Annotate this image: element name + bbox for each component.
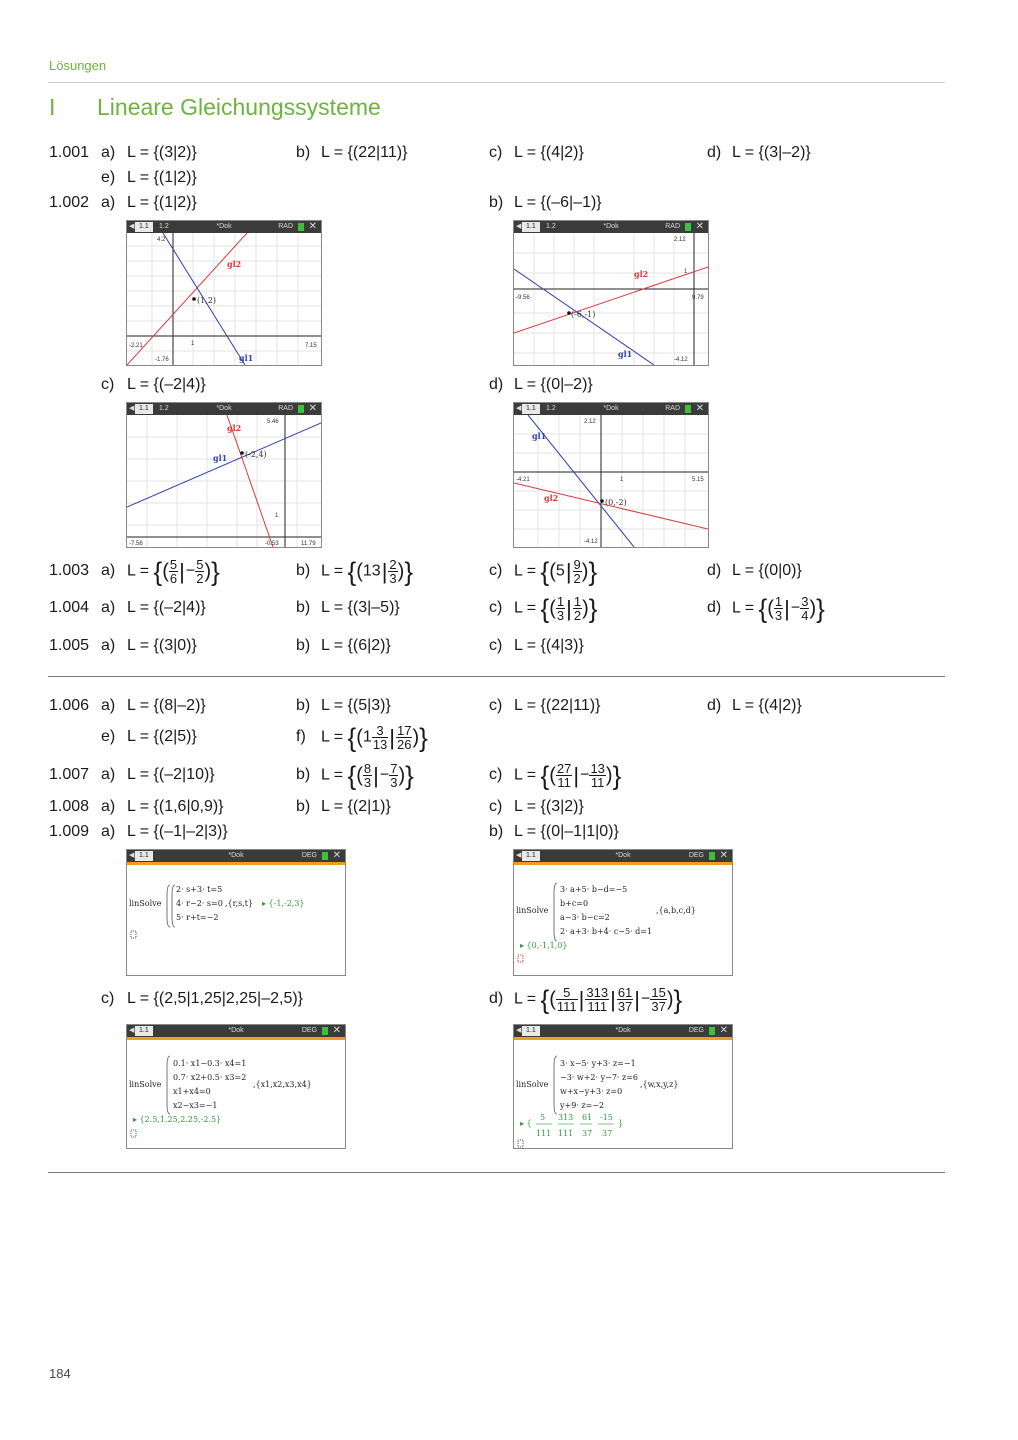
- label-b: b): [296, 637, 311, 654]
- close-icon: ✕: [308, 403, 317, 414]
- label-e: e): [101, 169, 116, 186]
- svg-text:-7.56: -7.56: [129, 541, 143, 547]
- close-icon: ✕: [695, 403, 704, 414]
- label-d: d): [707, 599, 722, 616]
- svg-text:37: 37: [602, 1129, 613, 1138]
- answer: L = {( $\frac{1}{3}$ |− $\frac{3}{4}$ )}: [732, 593, 825, 624]
- svg-text:,{x1,x2,x3,x4}: ,{x1,x2,x3,x4}: [253, 1080, 312, 1089]
- solve-screen-d: [513, 1024, 733, 1149]
- svg-text:1: 1: [684, 269, 688, 275]
- solve-screen-a: [126, 849, 346, 976]
- chapter-number: I: [49, 94, 56, 120]
- label-b: b): [296, 766, 311, 783]
- answer: L = {( $\frac{1}{3}$ | $\frac{1}{2}$ )}: [514, 593, 598, 624]
- status-bar: ◀ 1.1 *Dok DEG ✕: [514, 850, 732, 862]
- graph-plot: [127, 233, 321, 365]
- task-number: 1.007: [49, 766, 90, 783]
- svg-text:7.15: 7.15: [305, 343, 317, 349]
- svg-text:linSolve: linSolve: [129, 1080, 162, 1089]
- chapter-title: Lineare Gleichungssysteme: [97, 94, 381, 120]
- answer: L = {(2|5)}: [127, 728, 197, 745]
- label-c: c): [489, 599, 503, 616]
- label-a: a): [101, 562, 116, 579]
- label-a: a): [101, 599, 116, 616]
- solve-screen-b: [513, 849, 733, 976]
- svg-text:,{w,x,y,z}: ,{w,x,y,z}: [640, 1080, 679, 1089]
- solve-screen-c: [126, 1024, 346, 1149]
- answer: L = {(0|–2)}: [514, 376, 593, 393]
- svg-text:5.46: 5.46: [267, 419, 279, 425]
- svg-text:0.7· x2+0.5· x3=2: 0.7· x2+0.5· x3=2: [173, 1073, 247, 1082]
- label-f: f): [296, 728, 306, 745]
- svg-text:▸ {: ▸ {: [520, 1119, 532, 1128]
- header-divider: [48, 82, 945, 83]
- graph-screen-c: [126, 402, 322, 548]
- answer: L = {(0|0)}: [732, 562, 802, 579]
- task-number: 1.003: [49, 562, 90, 579]
- task-number: 1.004: [49, 599, 90, 616]
- close-icon: ✕: [308, 221, 317, 232]
- label-a: a): [101, 823, 116, 840]
- solve-content: [514, 1040, 732, 1148]
- task-number: 1.001: [49, 144, 90, 161]
- answer: L = {(3|2)}: [514, 798, 584, 815]
- svg-text:11.79: 11.79: [301, 541, 316, 547]
- svg-text:4.2: 4.2: [157, 237, 166, 243]
- answer: L = {(4|3)}: [514, 637, 584, 654]
- svg-text:-15: -15: [600, 1113, 613, 1122]
- svg-text:-4.12: -4.12: [674, 357, 688, 363]
- label-d: d): [707, 562, 722, 579]
- label-c: c): [489, 798, 503, 815]
- answer: L = {(6|2)}: [321, 637, 391, 654]
- battery-icon: [709, 852, 715, 860]
- svg-text:(-6,-1): (-6,-1): [571, 310, 596, 319]
- label-c: c): [489, 637, 503, 654]
- answer: L = {(2,5|1,25|2,25|–2,5)}: [127, 990, 304, 1007]
- label-c: c): [101, 990, 115, 1007]
- label-c: c): [489, 697, 503, 714]
- answer: L = {(1 $\frac{3}{13}$ | $\frac{17}{26}$ )}: [321, 722, 428, 753]
- svg-text:111: 111: [558, 1129, 574, 1138]
- label-b: b): [296, 599, 311, 616]
- answer: L = {(3|2)}: [127, 144, 197, 161]
- svg-text:2· s+3· t=5: 2· s+3· t=5: [176, 885, 223, 894]
- label-c: c): [489, 562, 503, 579]
- status-bar: ◀ 1.1 1.2 *Dok RAD ✕: [514, 403, 708, 415]
- label-b: b): [296, 697, 311, 714]
- close-icon: ✕: [332, 1025, 341, 1036]
- svg-text:gl1: gl1: [239, 353, 254, 363]
- label-d: d): [489, 376, 504, 393]
- label-b: b): [296, 562, 311, 579]
- svg-text:,{r,s,t}: ,{r,s,t}: [225, 899, 254, 908]
- svg-text:linSolve: linSolve: [516, 1080, 549, 1089]
- svg-text:(-2,4): (-2,4): [245, 450, 267, 459]
- label-a: a): [101, 637, 116, 654]
- battery-icon: [685, 405, 691, 413]
- answer: L = {(2|1)}: [321, 798, 391, 815]
- answer: L = {(–2|4)}: [127, 376, 206, 393]
- label-e: e): [101, 728, 116, 745]
- svg-text:gl2: gl2: [544, 493, 559, 503]
- svg-text:5· r+t=−2: 5· r+t=−2: [176, 913, 219, 922]
- svg-text:w+x−y+3· z=0: w+x−y+3· z=0: [560, 1087, 623, 1096]
- solve-content: [127, 865, 345, 975]
- answer: L = {(4|2)}: [732, 697, 802, 714]
- label-b: b): [489, 194, 504, 211]
- svg-text:4· r−2· s=0: 4· r−2· s=0: [176, 899, 223, 908]
- battery-icon: [709, 1027, 715, 1035]
- page-number: 184: [49, 1366, 71, 1381]
- label-b: b): [296, 798, 311, 815]
- svg-text:(1,2): (1,2): [197, 296, 216, 305]
- answer: L = {(22|11)}: [321, 144, 408, 161]
- svg-text:2· a+3· b+4· c−5· d=1: 2· a+3· b+4· c−5· d=1: [560, 927, 653, 936]
- answer: L = {(–2|10)}: [127, 766, 215, 783]
- svg-text:gl2: gl2: [634, 269, 649, 279]
- svg-text:2.12: 2.12: [674, 237, 686, 243]
- svg-text:5: 5: [540, 1113, 546, 1122]
- label-d: d): [707, 697, 722, 714]
- label-a: a): [101, 194, 116, 211]
- svg-text:2.12: 2.12: [584, 419, 596, 425]
- svg-text:▸ {-1,-2,3}: ▸ {-1,-2,3}: [262, 899, 305, 908]
- label-a: a): [101, 144, 116, 161]
- svg-text:linSolve: linSolve: [516, 906, 549, 915]
- battery-icon: [322, 852, 328, 860]
- svg-text:x1+x4=0: x1+x4=0: [173, 1087, 211, 1096]
- solve-content: [514, 865, 732, 975]
- status-bar: ◀ 1.1 1.2 *Dok RAD ✕: [127, 403, 321, 415]
- answer: L = {(8|–2)}: [127, 697, 206, 714]
- svg-text:gl1: gl1: [532, 431, 547, 441]
- answer: L = {(3|0)}: [127, 637, 197, 654]
- answer: L = {( $\frac{5}{111}$ | $\frac{313}{111}$ | $\frac{61}{37}$ |− $\frac{15}{37}$ )}: [514, 984, 683, 1015]
- svg-text:gl2: gl2: [227, 259, 242, 269]
- section-label: Lösungen: [49, 58, 107, 73]
- graph-screen-a: [126, 220, 322, 366]
- graph-screen-b: [513, 220, 709, 366]
- svg-text:0.1· x1−0.3· x4=1: 0.1· x1−0.3· x4=1: [173, 1059, 247, 1068]
- label-a: a): [101, 766, 116, 783]
- answer: L = {(1|2)}: [127, 194, 197, 211]
- svg-text:111: 111: [536, 1129, 552, 1138]
- svg-text:linSolve: linSolve: [129, 899, 162, 908]
- status-bar: ◀ 1.1 1.2 *Dok RAD ✕: [127, 221, 321, 233]
- svg-text:-4.21: -4.21: [516, 477, 530, 483]
- svg-text:3· x−5· y+3· z=−1: 3· x−5· y+3· z=−1: [560, 1059, 636, 1068]
- section-divider: [48, 676, 945, 677]
- answer: L = {(1|2)}: [127, 169, 197, 186]
- task-number: 1.002: [49, 194, 90, 211]
- svg-text:-4.12: -4.12: [584, 539, 598, 545]
- svg-text:▸ {0,-1,1,0}: ▸ {0,-1,1,0}: [520, 941, 568, 950]
- battery-icon: [685, 223, 691, 231]
- svg-text:y+9· z=−2: y+9· z=−2: [560, 1101, 605, 1110]
- svg-text:gl2: gl2: [227, 423, 242, 433]
- task-number: 1.006: [49, 697, 90, 714]
- svg-text:313: 313: [558, 1113, 574, 1122]
- answer: L = {(4|2)}: [514, 144, 584, 161]
- answer: L = {(–6|–1)}: [514, 194, 602, 211]
- close-icon: ✕: [695, 221, 704, 232]
- answer: L = {( $\frac{8}{3}$ |− $\frac{7}{3}$ )}: [321, 760, 414, 791]
- answer: L = {(–1|–2|3)}: [127, 823, 228, 840]
- svg-text:gl1: gl1: [213, 453, 228, 463]
- svg-text:1: 1: [620, 477, 624, 483]
- task-number: 1.009: [49, 823, 90, 840]
- battery-icon: [298, 223, 304, 231]
- svg-text:-9.56: -9.56: [516, 295, 530, 301]
- svg-text:37: 37: [582, 1129, 593, 1138]
- svg-text:▸ {2.5,1.25,2.25,-2.5}: ▸ {2.5,1.25,2.25,-2.5}: [133, 1115, 222, 1124]
- solve-content: [127, 1040, 345, 1148]
- battery-icon: [298, 405, 304, 413]
- svg-text:gl1: gl1: [618, 349, 633, 359]
- bottom-divider: [48, 1172, 945, 1173]
- answer: L = {(5|3)}: [321, 697, 391, 714]
- answer: L = {( $\frac{27}{11}$ |− $\frac{13}{11}$ )}: [514, 760, 622, 791]
- battery-icon: [322, 1027, 328, 1035]
- answer: L = {(0|–1|1|0)}: [514, 823, 619, 840]
- label-b: b): [489, 823, 504, 840]
- answer: L = {( $\frac{5}{6}$ |− $\frac{5}{2}$ )}: [127, 556, 220, 587]
- label-d: d): [707, 144, 722, 161]
- answer: L = {(13| $\frac{2}{3}$ )}: [321, 556, 414, 587]
- graph-screen-d: [513, 402, 709, 548]
- svg-text:(0,-2): (0,-2): [605, 498, 627, 507]
- label-d: d): [489, 990, 504, 1007]
- svg-text:-0.53: -0.53: [265, 541, 279, 547]
- label-c: c): [489, 144, 503, 161]
- answer: L = {(3|–2)}: [732, 144, 811, 161]
- close-icon: ✕: [719, 850, 728, 861]
- graph-plot: [514, 233, 708, 365]
- svg-text:x2−x3=−1: x2−x3=−1: [173, 1101, 218, 1110]
- svg-text:-1.76: -1.76: [155, 357, 169, 363]
- status-bar: ◀ 1.1 1.2 *Dok RAD ✕: [514, 221, 708, 233]
- label-c: c): [489, 766, 503, 783]
- svg-text:1: 1: [191, 341, 195, 347]
- svg-text:9.79: 9.79: [692, 295, 704, 301]
- label-a: a): [101, 798, 116, 815]
- svg-text:3· a+5· b−d=−5: 3· a+5· b−d=−5: [560, 885, 628, 894]
- status-bar: ◀ 1.1 *Dok DEG ✕: [127, 850, 345, 862]
- close-icon: ✕: [332, 850, 341, 861]
- status-bar: ◀ 1.1 *Dok DEG ✕: [127, 1025, 345, 1037]
- answer: L = {(–2|4)}: [127, 599, 206, 616]
- svg-text:,{a,b,c,d}: ,{a,b,c,d}: [656, 906, 696, 915]
- answer: L = {(5| $\frac{9}{2}$ )}: [514, 556, 598, 587]
- svg-text:1: 1: [275, 513, 279, 519]
- answer: L = {(1,6|0,9)}: [127, 798, 224, 815]
- graph-plot: [514, 415, 708, 547]
- svg-text:b+c=0: b+c=0: [560, 899, 589, 908]
- task-number: 1.005: [49, 637, 90, 654]
- status-bar: ◀ 1.1 *Dok DEG ✕: [514, 1025, 732, 1037]
- answer: L = {(22|11)}: [514, 697, 601, 714]
- svg-text:-2.21: -2.21: [129, 343, 143, 349]
- svg-text:5.15: 5.15: [692, 477, 704, 483]
- svg-text:61: 61: [582, 1113, 593, 1122]
- task-number: 1.008: [49, 798, 90, 815]
- label-a: a): [101, 697, 116, 714]
- graph-plot: [127, 415, 321, 547]
- svg-text:}: }: [618, 1119, 624, 1128]
- label-c: c): [101, 376, 115, 393]
- answer: L = {(3|–5)}: [321, 599, 400, 616]
- svg-text:a−3· b−c=2: a−3· b−c=2: [560, 913, 610, 922]
- close-icon: ✕: [719, 1025, 728, 1036]
- svg-text:−3· w+2· y−7· z=6: −3· w+2· y−7· z=6: [560, 1073, 639, 1082]
- label-b: b): [296, 144, 311, 161]
